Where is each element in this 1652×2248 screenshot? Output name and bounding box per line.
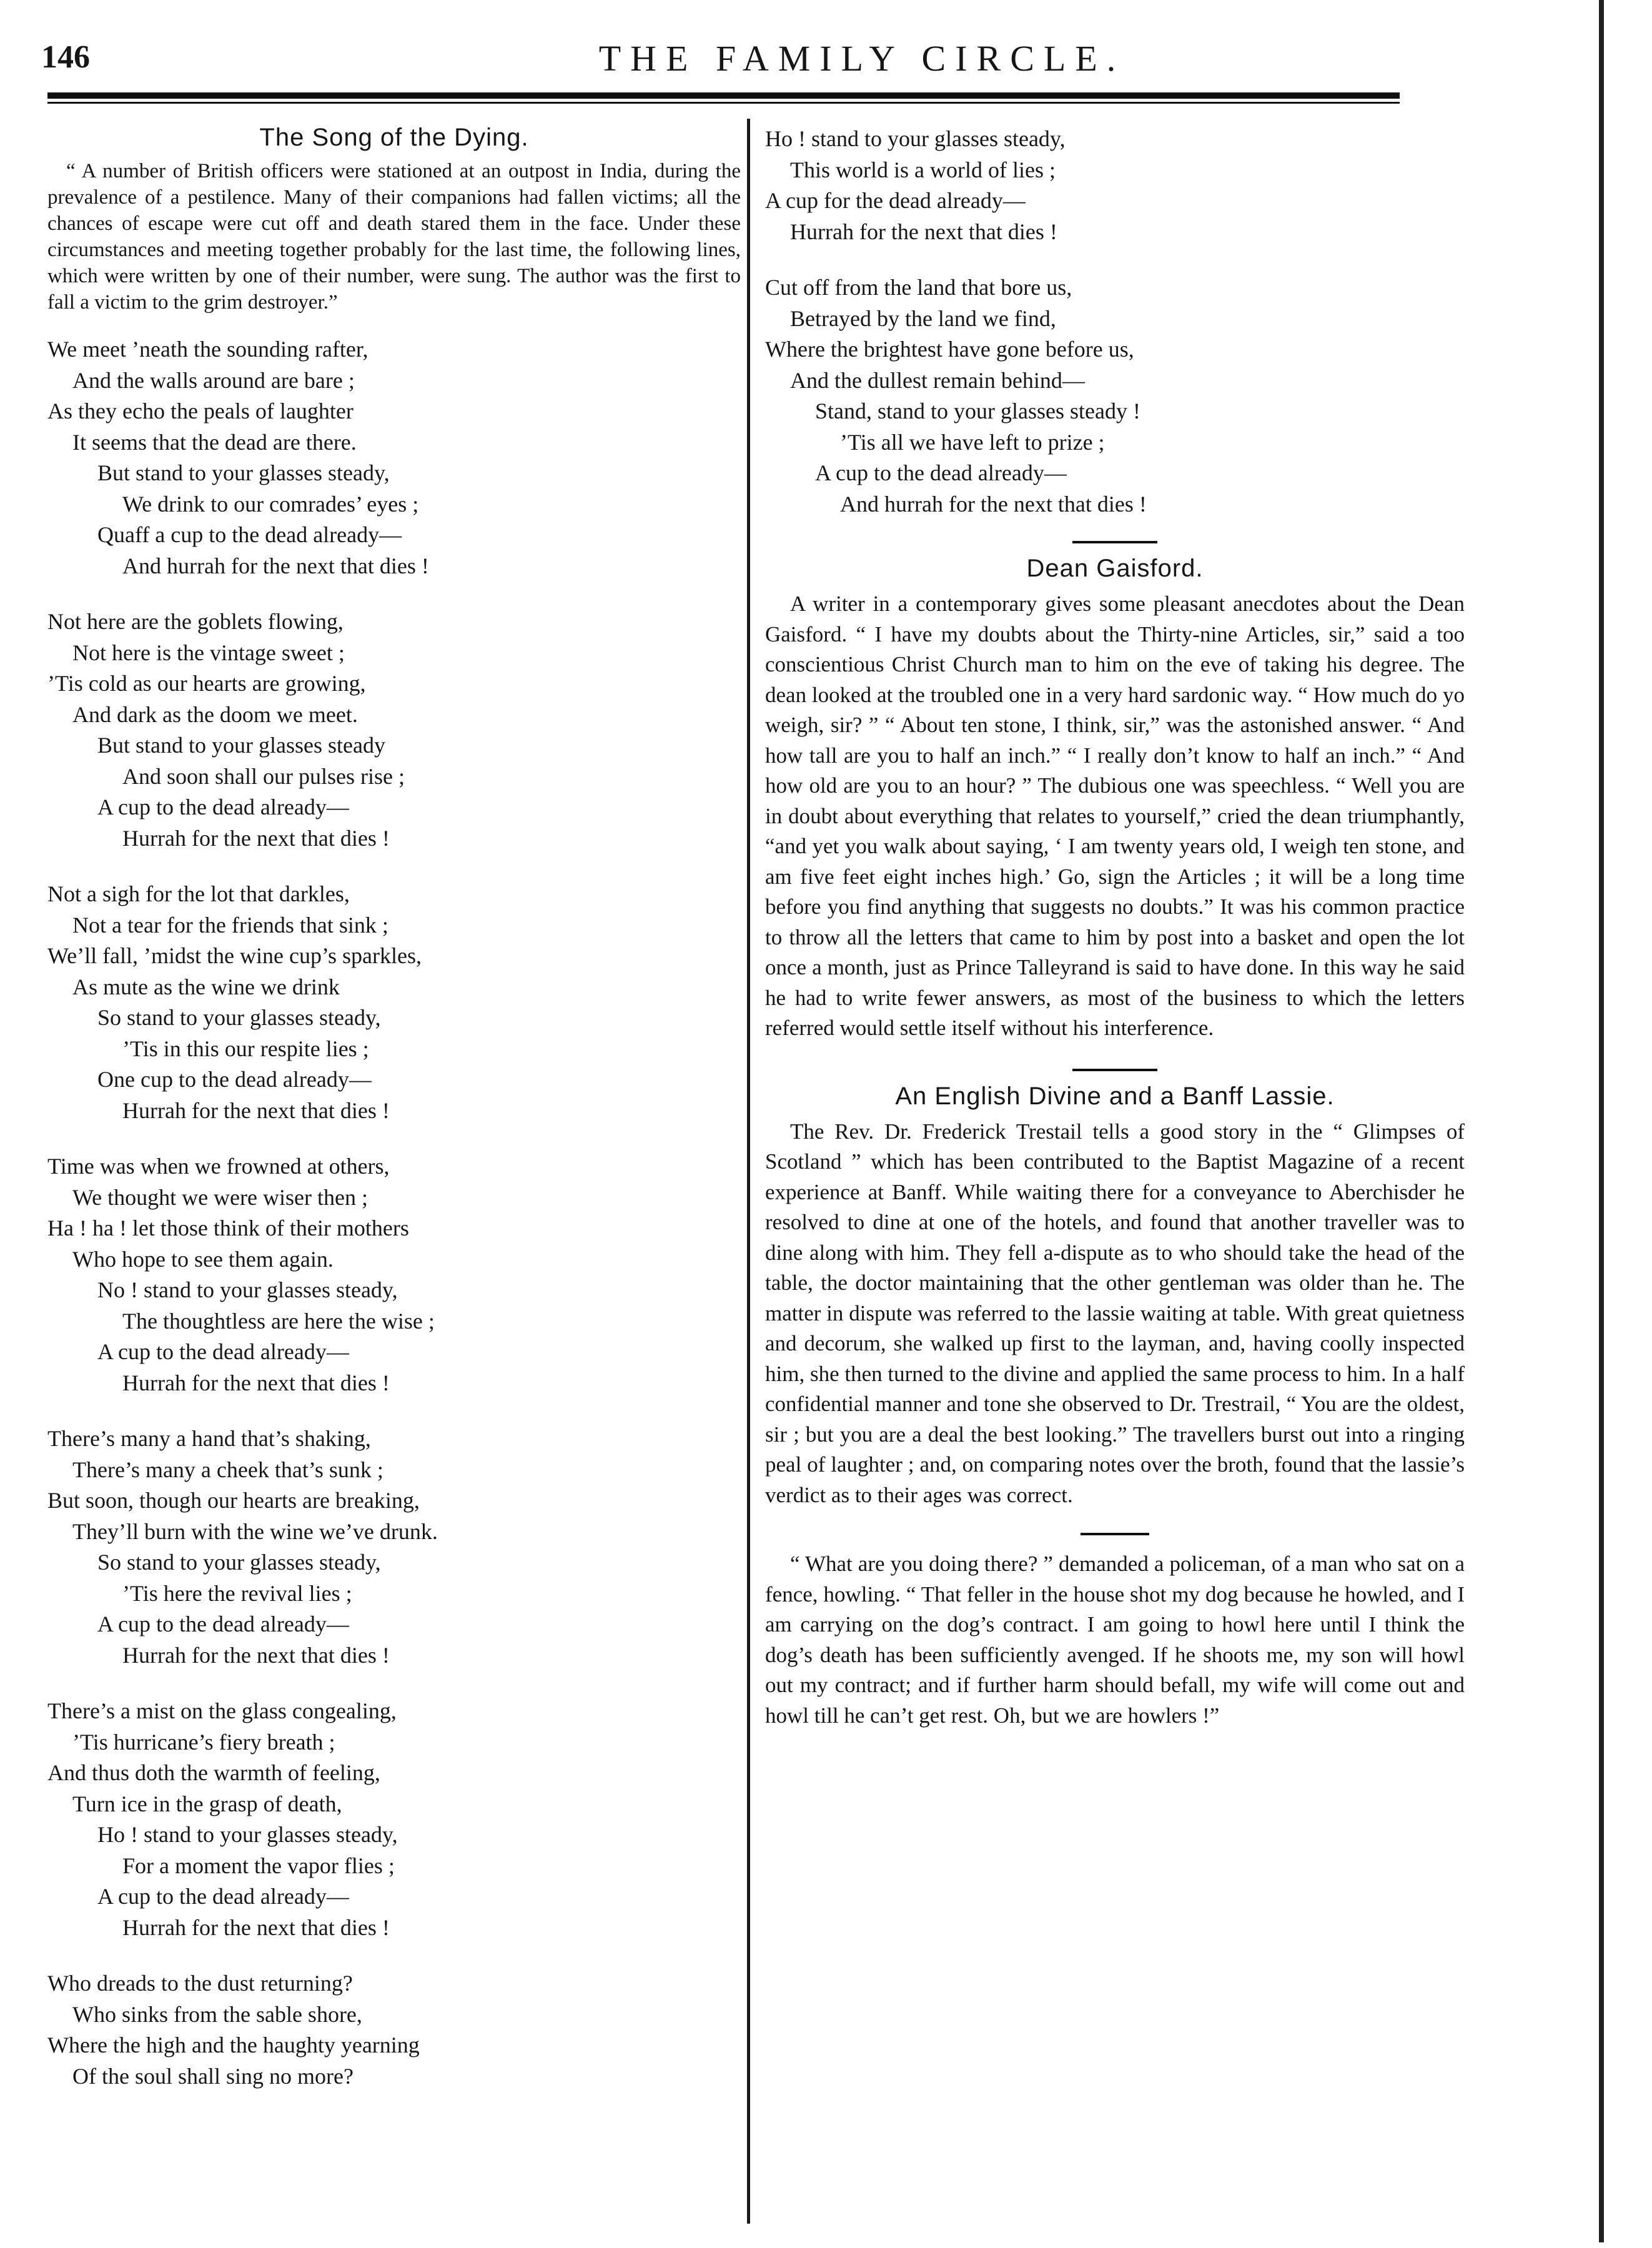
poem-line: Where the high and the haughty yearning (47, 2033, 420, 2057)
header-rule-thin (47, 102, 1400, 104)
article-title-song: The Song of the Dying. (259, 124, 529, 151)
poem-line: Who sinks from the sable shore, (72, 2001, 362, 2027)
poem-line: Hurrah for the next that dies ! (122, 1370, 390, 1395)
poem-line: This world is a world of lies ; (790, 157, 1056, 182)
stanza-7 (47, 1968, 741, 2092)
poem-line: ’Tis in this our respite lies ; (122, 1036, 369, 1061)
poem-line: A cup to the dead already— (97, 795, 349, 819)
section-separator (1072, 1069, 1157, 1071)
poem-line: Time was when we frowned at others, (47, 1154, 390, 1179)
poem-line: Hurrah for the next that dies ! (122, 1097, 390, 1123)
poem-line: And the dullest remain behind— (790, 367, 1085, 393)
poem-line: There’s many a cheek that’s sunk ; (72, 1457, 383, 1482)
poem-line: A cup to the dead already— (97, 1612, 349, 1636)
poem-line: And hurrah for the next that dies ! (122, 553, 429, 578)
poem-line: One cup to the dead already— (97, 1067, 372, 1092)
poem-line: Not a sigh for the lot that darkles, (47, 881, 350, 906)
poem-line: For a moment the vapor flies ; (122, 1853, 395, 1878)
poem-line: A cup to the dead already— (97, 1884, 349, 1909)
stanza-6 (47, 1696, 741, 1943)
stanza-5 (47, 1424, 741, 1671)
poem-line: Who hope to see them again. (72, 1246, 334, 1272)
poem-line: We thought we were wiser then ; (72, 1184, 368, 1210)
poem-line: But stand to your glasses steady, (97, 460, 390, 485)
poem-line: Not a tear for the friends that sink ; (72, 912, 388, 938)
poem-continued (765, 124, 1465, 520)
howlers-article-body: “ What are you doing there? ” demanded a policeman, of a man who sat on a fence, howling. “ That feller in the house shot my dog because he howled, and I am carrying on the dog’s contract. I am going to howl here until I think the dog’s death has been sufficiently avenged. If he shoots me, my son will howl out my contract; and if further harm should befall, my wife will come out and howl till he can’t get rest. Oh, but we are howlers !” (765, 1552, 1465, 1728)
divine-article-body: The Rev. Dr. Frederick Trestail tells a good story in the “ Glimpses of Scotland ” which has been contributed to the Baptist Magazine of a recent experience at Banff. While waiting there for a conveyance to Aberchisder he resolved to dine at one of the hotels, and found that another traveller was to dine along with him. They fell a-dispute as to who should take the head of the table, the doctor maintaining that the other gentleman was older than he. The matter in dispute was referred to the lassie waiting at table. With great quietness and decorum, she walked up first to the layman, and, having coolly inspected him, she then turned to the divine and applied the same process to him. In a half confidential manner and tone she observed to Dr. Trestrail, “ You are the oldest, sir ; but you are a deal the best looking.” The travellers burst out into a ringing peal of laughter ; and, on comparing notes over the broth, found that the lassie’s verdict as to their ages was correct. (765, 1119, 1465, 1507)
poem-line: Hurrah for the next that dies ! (122, 825, 390, 851)
poem-line: Hurrah for the next that dies ! (122, 1642, 390, 1668)
article-title-divine: An English Divine and a Banff Lassie. (895, 1082, 1335, 1110)
poem-line: It seems that the dead are there. (72, 429, 357, 455)
stanza-3 (47, 879, 741, 1126)
stanza-2 (47, 607, 741, 854)
poem-line: ’Tis here the revival lies ; (122, 1580, 352, 1606)
poem-line: So stand to your glasses steady, (97, 1005, 381, 1030)
poem-line: There’s many a hand that’s shaking, (47, 1426, 371, 1451)
poem-line: And soon shall our pulses rise ; (122, 763, 405, 789)
poem-line: So stand to your glasses steady, (97, 1550, 381, 1575)
running-title: THE FAMILY CIRCLE. (598, 38, 1125, 79)
poem-line: A cup to the dead already— (815, 460, 1067, 485)
poem-line: Betrayed by the land we find, (790, 305, 1056, 331)
section-separator (1072, 541, 1157, 543)
poem-line: Cut off from the land that bore us, (765, 275, 1072, 300)
section-separator (1081, 1533, 1149, 1535)
poem-line: ’Tis hurricane’s fiery breath ; (72, 1729, 335, 1755)
article-title-dean: Dean Gaisford. (1026, 555, 1204, 582)
poem-line: A cup to the dead already— (97, 1339, 349, 1364)
poem-line: But stand to your glasses steady (97, 733, 385, 758)
page-number: 146 (41, 39, 90, 75)
right-column (765, 124, 1465, 1731)
poem-line: As mute as the wine we drink (72, 974, 340, 999)
poem-line: We meet ’neath the sounding rafter, (47, 337, 368, 362)
poem-line: And hurrah for the next that dies ! (840, 491, 1147, 517)
song-intro: “ A number of British officers were stationed at an outpost in India, during the prevalence of a pestilence. Many of their companions had fallen victims; all the chances of escape were cut off and death stared them in the face. Under these circumstances and meeting together probably for the last time, the following lines, which were written by one of their number, were sung. The author was the first to fall a victim to the grim destroyer.” (47, 160, 741, 314)
poem-line: Not here are the goblets flowing, (47, 609, 344, 634)
dean-article-body: A writer in a contemporary gives some pleasant anecdotes about the Dean Gaisford. “ I have my doubts about the Thirty-nine Articles, sir,” said a too conscientious Christ Church man to him on the eve of taking his degree. The dean looked at the troubled one in a very hard sardonic way. “ How much do yo weigh, sir? ” “ About ten stone, I think, sir,” was the astonished answer. “ And how tall are you to half an inch.” “ I really don’t know to half an inch.” “ And how old are you to an hour? ” The dubious one was speechless. “ Well you are in doubt about everything that relates to yourself,” cried the dean triumphantly, “and yet you walk about saying, ‘ I am twenty years old, I weigh ten stone, and am five feet eight inches high.’ Go, sign the Articles ; it will be a long time before you find anything that suggests no doubts.” It was his common practice to throw all the letters that came to him by post into a basket and open the lot once a month, just as Prince Talleyrand is said to have done. In this way he said he had to write fewer answers, as most of the business to which the letters referred would settle itself without his interference. (765, 592, 1465, 1040)
poem-line: A cup for the dead already— (765, 188, 1026, 213)
poem-line: They’ll burn with the wine we’ve drunk. (72, 1518, 438, 1544)
column-divider (747, 119, 750, 2224)
stanza-1 (47, 334, 741, 582)
poem-line: No ! stand to your glasses steady, (97, 1277, 398, 1302)
poem-line: As they echo the peals of laughter (47, 399, 354, 423)
poem-line: We’ll fall, ’midst the wine cup’s sparkles, (47, 943, 422, 968)
poem-line: Who dreads to the dust returning? (47, 1971, 353, 1996)
poem-line: Of the soul shall sing no more? (72, 2063, 354, 2089)
poem-line: Hurrah for the next that dies ! (122, 1914, 390, 1940)
poem-line: Stand, stand to your glasses steady ! (815, 399, 1140, 423)
poem-line: Ho ! stand to your glasses steady, (97, 1822, 398, 1847)
poem-line: Not here is the vintage sweet ; (72, 640, 345, 665)
poem-line: ’Tis cold as our hearts are growing, (47, 671, 366, 696)
poem-line: And thus doth the warmth of feeling, (47, 1760, 380, 1785)
poem-line: Ha ! ha ! let those think of their mothers (47, 1216, 409, 1240)
left-column (47, 124, 741, 2092)
poem-line: Where the brightest have gone before us, (765, 337, 1134, 362)
stanza-8 (765, 124, 1465, 247)
poem-line: There’s a mist on the glass congealing, (47, 1698, 397, 1723)
poem-line: The thoughtless are here the wise ; (122, 1308, 435, 1334)
binding-edge (1599, 0, 1604, 2242)
poem-line: Quaff a cup to the dead already— (97, 522, 402, 547)
poem-line: But soon, though our hearts are breaking, (47, 1488, 420, 1513)
poem-line: And the walls around are bare ; (72, 367, 355, 393)
poem-line: Turn ice in the grasp of death, (72, 1791, 342, 1816)
poem-line: We drink to our comrades’ eyes ; (122, 491, 419, 517)
poem-line: And dark as the doom we meet. (72, 701, 358, 727)
poem-line: Hurrah for the next that dies ! (790, 219, 1057, 244)
poem (47, 334, 741, 2092)
stanza-9 (765, 272, 1465, 520)
poem-line: Ho ! stand to your glasses steady, (765, 126, 1066, 151)
stanza-4 (47, 1151, 741, 1399)
header-rule (47, 92, 1400, 99)
poem-line: ’Tis all we have left to prize ; (840, 429, 1105, 455)
